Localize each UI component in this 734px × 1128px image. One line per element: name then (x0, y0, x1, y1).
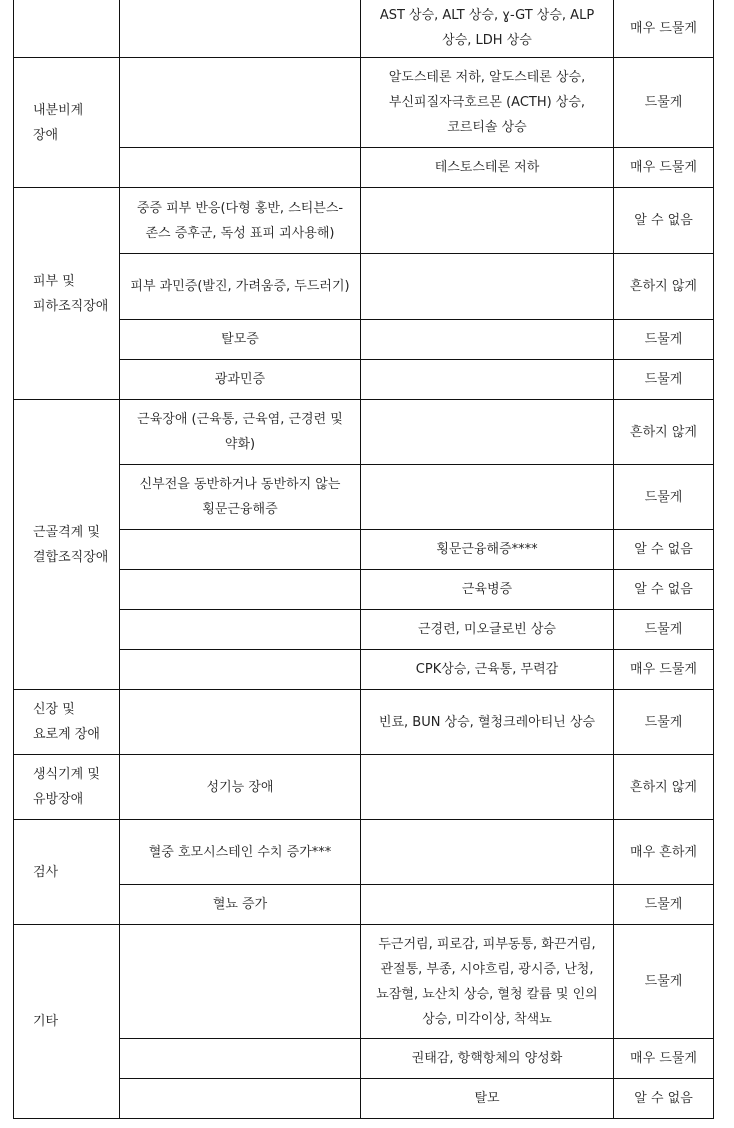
symptom-detail-cell: 탈모 (361, 1079, 614, 1119)
frequency-cell: 흔하지 않게 (614, 400, 714, 465)
symptom-detail-cell: 근육병증 (361, 570, 614, 610)
symptom-cell: 혈중 호모시스테인 수치 증가*** (120, 820, 361, 885)
symptom-cell: 탈모증 (120, 320, 361, 360)
symptom-cell: 혈뇨 증가 (120, 885, 361, 925)
symptom-detail-cell: 알도스테론 저하, 알도스테론 상승, 부신피질자극호르몬 (ACTH) 상승, 코르티솔 상승 (361, 58, 614, 148)
frequency-cell: 매우 흔하게 (614, 820, 714, 885)
symptom-detail-cell (361, 254, 614, 320)
symptom-cell: 성기능 장애 (120, 755, 361, 820)
symptom-detail-cell: 횡문근융해증**** (361, 530, 614, 570)
symptom-cell (120, 58, 361, 148)
frequency-cell: 알 수 없음 (614, 530, 714, 570)
symptom-cell: 신부전을 동반하거나 동반하지 않는 횡문근융해증 (120, 465, 361, 530)
frequency-cell: 알 수 없음 (614, 570, 714, 610)
frequency-cell: 흔하지 않게 (614, 254, 714, 320)
category-cell-musculoskeletal: 근골격계 및 결합조직장애 (14, 400, 120, 690)
symptom-detail-cell (361, 188, 614, 254)
frequency-cell: 드물게 (614, 320, 714, 360)
symptom-cell (120, 610, 361, 650)
symptom-detail-cell: 테스토스테론 저하 (361, 148, 614, 188)
symptom-detail-cell: 권태감, 항핵항체의 양성화 (361, 1039, 614, 1079)
symptom-detail-cell (361, 320, 614, 360)
table-row (14, 925, 714, 1039)
symptom-detail-cell: CPK상승, 근육통, 무력감 (361, 650, 614, 690)
symptom-cell (120, 1039, 361, 1079)
adverse-reactions-table (13, 0, 714, 1119)
symptom-cell: 광과민증 (120, 360, 361, 400)
symptom-cell (120, 530, 361, 570)
frequency-cell: 매우 드물게 (614, 148, 714, 188)
frequency-cell: 매우 드물게 (614, 650, 714, 690)
symptom-cell: 피부 과민증(발진, 가려움증, 두드러기) (120, 254, 361, 320)
symptom-detail-cell (361, 465, 614, 530)
frequency-cell: 드물게 (614, 360, 714, 400)
frequency-cell: 알 수 없음 (614, 1079, 714, 1119)
frequency-cell: 드물게 (614, 58, 714, 148)
symptom-detail-cell: AST 상승, ALT 상승, ɣ-GT 상승, ALP 상승, LDH 상승 (361, 0, 614, 58)
adverse-reactions-table-container (13, 0, 713, 1119)
symptom-detail-cell (361, 360, 614, 400)
symptom-detail-cell: 근경련, 미오글로빈 상승 (361, 610, 614, 650)
category-cell (14, 0, 120, 58)
category-cell-reproductive: 생식기계 및 유방장애 (14, 755, 120, 820)
frequency-cell: 매우 드물게 (614, 0, 714, 58)
symptom-detail-cell (361, 820, 614, 885)
symptom-cell (120, 1079, 361, 1119)
symptom-cell (120, 0, 361, 58)
frequency-cell: 드물게 (614, 465, 714, 530)
symptom-cell: 근육장애 (근육통, 근육염, 근경련 및 약화) (120, 400, 361, 465)
frequency-cell: 알 수 없음 (614, 188, 714, 254)
symptom-detail-cell (361, 400, 614, 465)
table-row (14, 58, 714, 148)
category-cell-other: 기타 (14, 925, 120, 1119)
table-row (14, 690, 714, 755)
symptom-detail-cell (361, 755, 614, 820)
category-cell-renal: 신장 및 요로계 장애 (14, 690, 120, 755)
table-row (14, 820, 714, 885)
frequency-cell: 드물게 (614, 885, 714, 925)
category-cell-skin: 피부 및 피하조직장애 (14, 188, 120, 400)
table-row (14, 188, 714, 254)
table-row (14, 0, 714, 58)
symptom-cell (120, 650, 361, 690)
symptom-detail-cell: 두근거림, 피로감, 피부동통, 화끈거림, 관절통, 부종, 시야흐림, 광시증, 난청, 뇨잠혈, 뇨산치 상승, 혈청 칼륨 및 인의 상승, 미각이상, 착색뇨 (361, 925, 614, 1039)
symptom-cell (120, 570, 361, 610)
category-cell-endocrine: 내분비계 장애 (14, 58, 120, 188)
symptom-cell (120, 148, 361, 188)
table-row (14, 400, 714, 465)
symptom-cell: 중증 피부 반응(다형 홍반, 스티븐스-존스 증후군, 독성 표피 괴사용해) (120, 188, 361, 254)
symptom-cell (120, 925, 361, 1039)
table-row (14, 755, 714, 820)
frequency-cell: 매우 드물게 (614, 1039, 714, 1079)
symptom-detail-cell: 빈료, BUN 상승, 혈청크레아티닌 상승 (361, 690, 614, 755)
frequency-cell: 드물게 (614, 610, 714, 650)
category-cell-tests: 검사 (14, 820, 120, 925)
frequency-cell: 드물게 (614, 925, 714, 1039)
frequency-cell: 흔하지 않게 (614, 755, 714, 820)
symptom-cell (120, 690, 361, 755)
frequency-cell: 드물게 (614, 690, 714, 755)
symptom-detail-cell (361, 885, 614, 925)
